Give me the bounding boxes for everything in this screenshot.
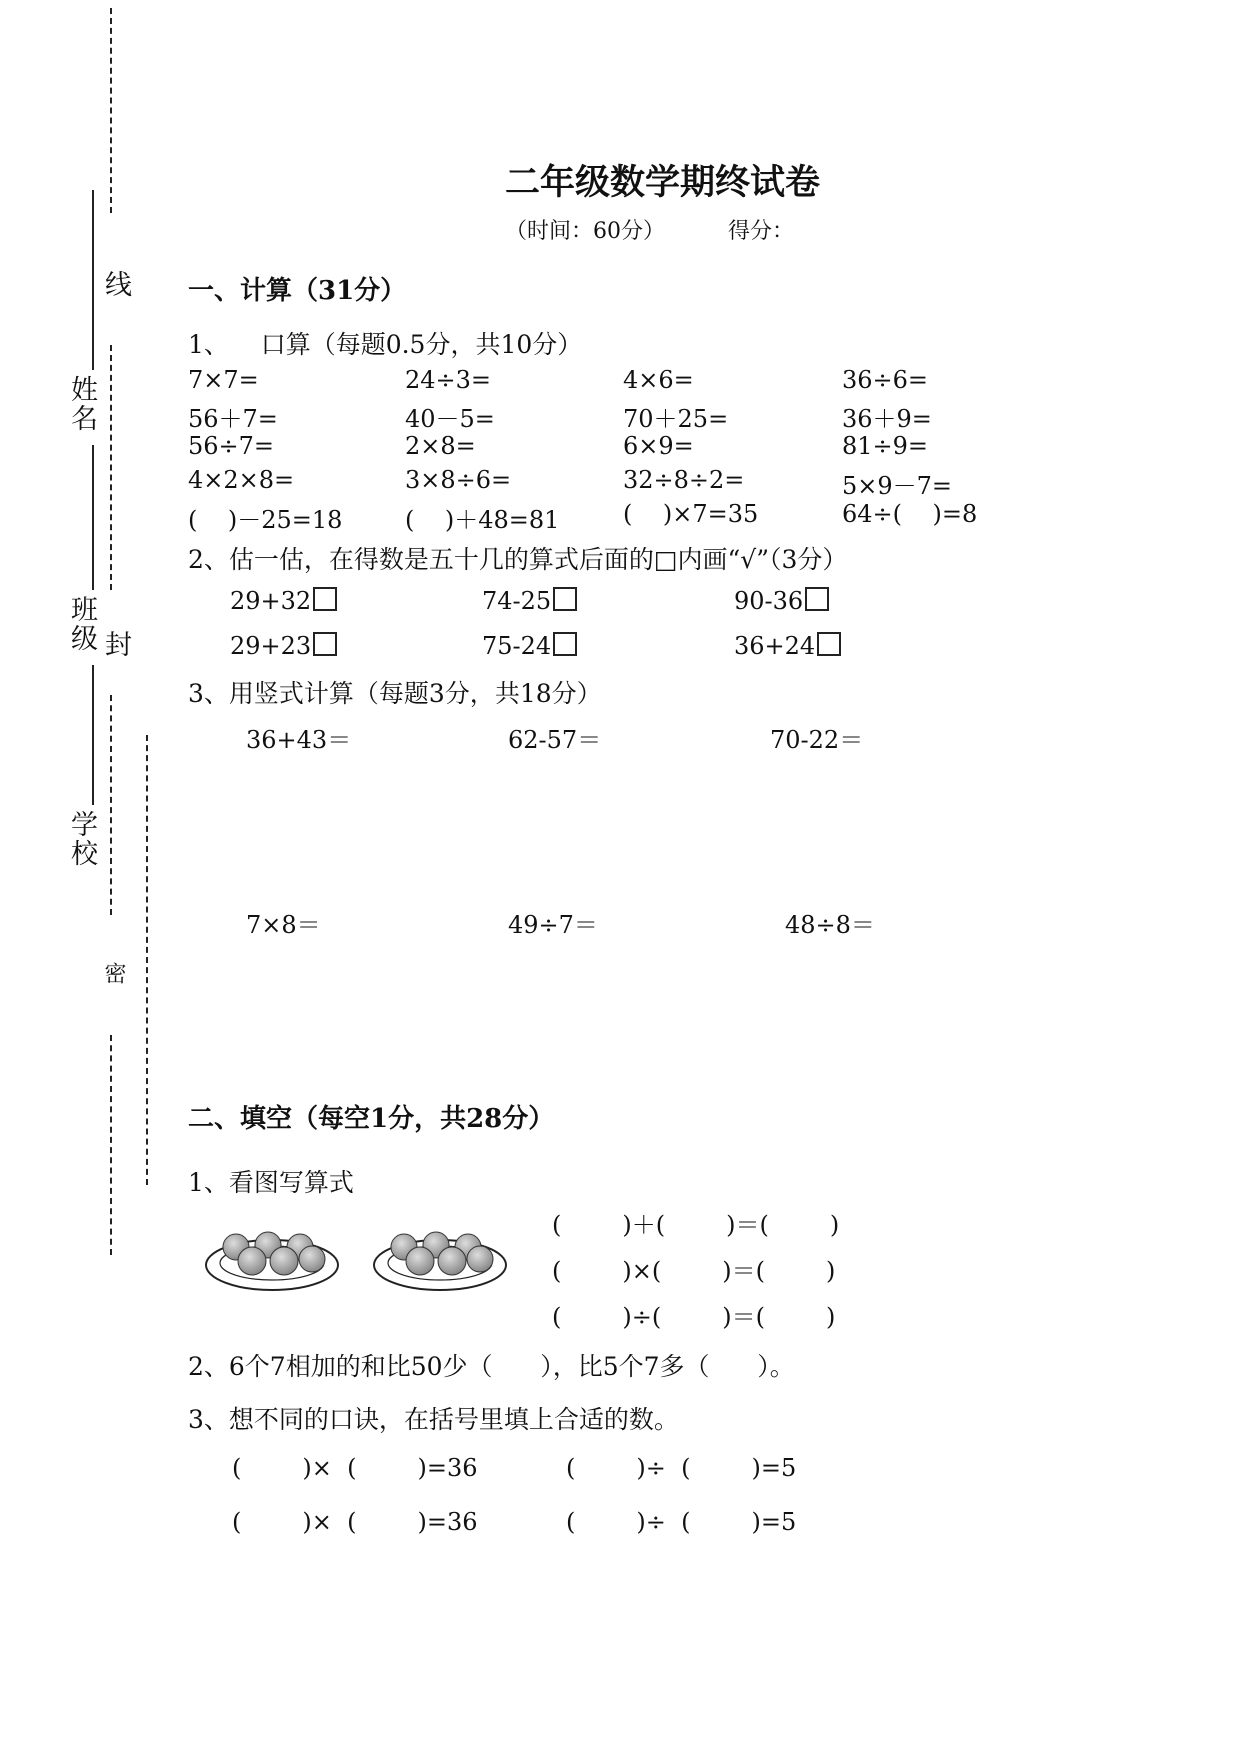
picture-eq: ( )＋( )＝( ) [552,1211,840,1239]
oral-item: 2×8= [405,432,476,460]
name-underline [92,190,94,370]
estimate-item: 29+32 [230,587,337,615]
picture-eq: ( )÷( )＝( ) [552,1303,836,1331]
page-title: 二年级数学期终试卷 [505,163,821,203]
oral-item: 70＋25= [623,405,729,433]
estimate-item: 75-24 [482,632,577,660]
blank-equation: ( )÷ ( )=5 [566,1508,797,1536]
binding-seal-label: 封 [100,630,131,659]
binding-inner-dashed-line [146,735,148,1185]
blank-equation: ( )× ( )=36 [232,1508,478,1536]
estimate-item: 74-25 [482,587,577,615]
fill-question-2: 2、6个7相加的和比50少（ ），比5个7多（ ）。 [188,1352,795,1381]
oral-item: 3×8÷6= [405,466,512,494]
class-underline [92,445,94,590]
binding-secret-label: 密 [101,962,126,986]
estimate-item: 29+23 [230,632,337,660]
binding-line-label: 线 [100,270,131,299]
oral-item: 56＋7= [188,405,278,433]
vertical-calc-title: 3、用竖式计算（每题3分，共18分） [188,679,602,708]
name-label: 姓名 [66,375,97,433]
oral-item: 7×7= [188,366,259,394]
vertical-calc-item: 48÷8＝ [785,911,875,939]
check-box[interactable] [313,587,337,611]
binding-dashed-line [110,8,112,213]
oral-item: 5×9－7= [842,472,953,500]
class-label: 班级 [66,595,97,653]
picture-eq-title: 1、看图写算式 [188,1168,354,1197]
fill-question-3: 3、想不同的口诀，在括号里填上合适的数。 [188,1405,679,1434]
score-label: 得分： [728,219,795,244]
vertical-calc-item: 70-22＝ [770,726,864,754]
oral-item: 4×6= [623,366,694,394]
plates-illustration [200,1225,520,1305]
oral-calc-title: 1、 口算（每题0.5分，共10分） [188,330,583,359]
school-underline [92,665,94,805]
vertical-calc-item: 36+43＝ [246,726,352,754]
binding-dashed-line [110,1035,112,1255]
check-box[interactable] [817,632,841,656]
check-box[interactable] [553,632,577,656]
binding-dashed-line [110,695,112,915]
estimate-item: 36+24 [734,632,841,660]
vertical-calc-item: 62-57＝ [508,726,602,754]
picture-eq: ( )×( )＝( ) [552,1257,836,1285]
vertical-calc-item: 7×8＝ [246,911,321,939]
oral-item: 64÷( )=8 [842,500,978,528]
oral-item: 40－5= [405,405,495,433]
oral-item: 81÷9= [842,432,929,460]
oral-item: 56÷7= [188,432,275,460]
oral-item: ( )＋48=81 [405,506,560,534]
oral-item: 24÷3= [405,366,492,394]
estimate-title: 2、估一估，在得数是五十几的算式后面的□内画“√”（3分） [188,545,848,574]
section2-title: 二、填空（每空1分，共28分） [188,1104,555,1134]
blank-equation: ( )× ( )=36 [232,1454,478,1482]
plate-icon [374,1232,506,1290]
vertical-calc-item: 49÷7＝ [508,911,598,939]
oral-item: 6×9= [623,432,694,460]
check-box[interactable] [313,632,337,656]
time-label: （时间：60分） [505,219,665,244]
plate-icon [206,1232,338,1290]
oral-item: ( )－25=18 [188,506,343,534]
school-label: 学校 [66,810,97,868]
oral-item: 32÷8÷2= [623,466,745,494]
check-box[interactable] [553,587,577,611]
blank-equation: ( )÷ ( )=5 [566,1454,797,1482]
oral-item: 4×2×8= [188,466,295,494]
binding-dashed-line [110,345,112,590]
estimate-item: 90-36 [734,587,829,615]
oral-item: 36＋9= [842,405,932,433]
check-box[interactable] [805,587,829,611]
oral-item: 36÷6= [842,366,929,394]
oral-item: ( )×7=35 [623,500,759,528]
section1-title: 一、计算（31分） [188,276,407,306]
